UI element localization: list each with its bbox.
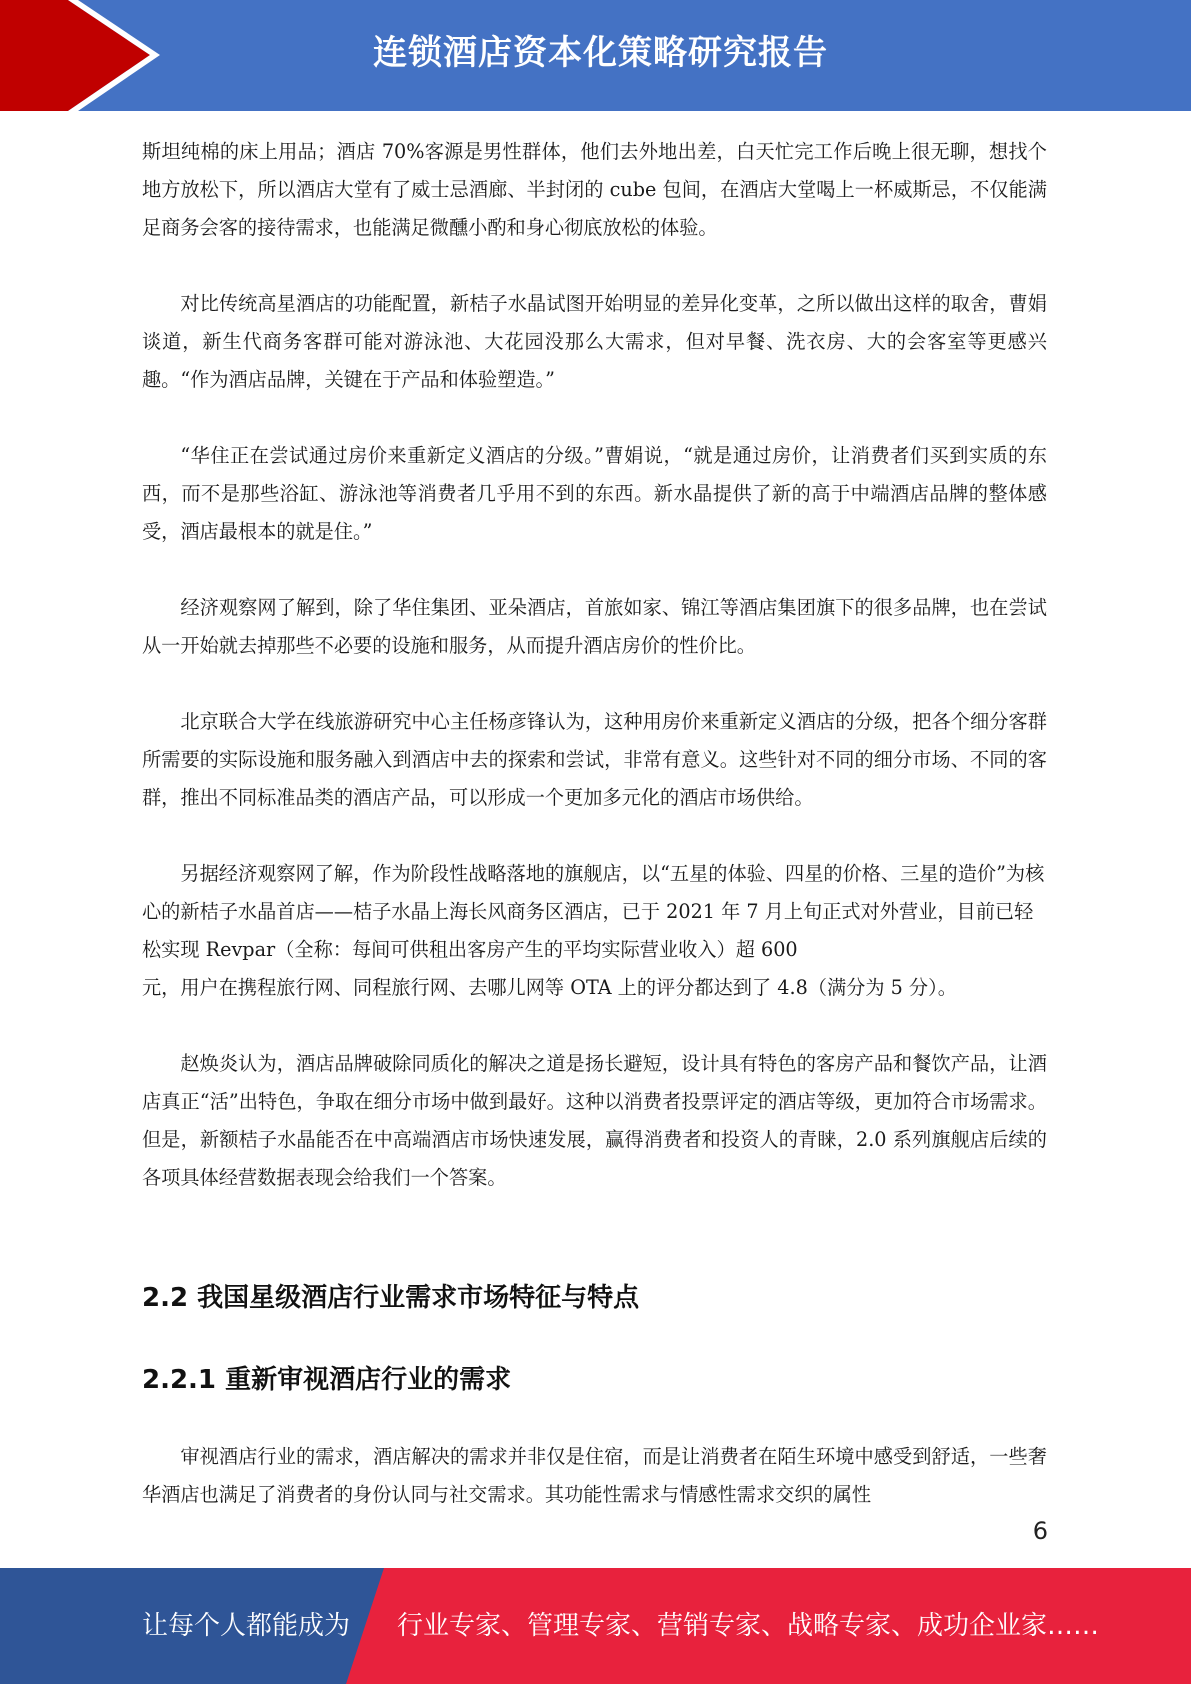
page-body: [142, 133, 1047, 1552]
subsection-heading: 2.2.1 重新审视酒店行业的需求: [142, 1365, 512, 1395]
section-heading: 2.2 我国星级酒店行业需求市场特征与特点: [142, 1283, 640, 1313]
page-header: [0, 0, 1191, 111]
footer-slogan-left: 让每个人都能成为: [142, 1611, 351, 1641]
page-number: 6: [1032, 1517, 1048, 1545]
paragraph: 赵焕炎认为，酒店品牌破除同质化的解决之道是扬长避短，设计具有特色的客房产品和餐饮产品，让酒店真正“活”出特色，争取在细分市场中做到最好。这种以消费者投票评定的酒店等级，更加符合市场需求。但是，新额桔子水晶能否在中高端酒店市场快速发展，赢得消费者和投资人的青睐，2.0 系列旗舰店后续的各项具体经营数据表现会给我们一个答案。: [142, 1052, 1047, 1189]
paragraph: 审视酒店行业的需求，酒店解决的需求并非仅是住宿，而是让消费者在陌生环境中感受到舒适，一些奢华酒店也满足了消费者的身份认同与社交需求。其功能性需求与情感性需求交织的属性: [142, 1445, 1047, 1506]
footer-slogan-right: 行业专家、管理专家、营销专家、战略专家、成功企业家……: [397, 1611, 1100, 1641]
paragraph: [142, 855, 1047, 1007]
paragraph: 对比传统高星酒店的功能配置，新桔子水晶试图开始明显的差异化变革，之所以做出这样的取舍，曹娟谈道，新生代商务客群可能对游泳池、大花园没那么大需求，但对早餐、洗衣房、大的会客室等更感兴趣。“作为酒店品牌，关键在于产品和体验塑造。”: [142, 292, 1047, 391]
paragraph: 经济观察网了解到，除了华住集团、亚朵酒店，首旅如家、锦江等酒店集团旗下的很多品牌，也在尝试从一开始就去掉那些不必要的设施和服务，从而提升酒店房价的性价比。: [142, 596, 1047, 657]
paragraph-line: 元，用户在携程旅行网、同程旅行网、去哪儿网等 OTA 上的评分都达到了 4.8（满分为 5 分）。: [142, 976, 957, 999]
paragraph: 北京联合大学在线旅游研究中心主任杨彦锋认为，这种用房价来重新定义酒店的分级，把各个细分客群所需要的实际设施和服务融入到酒店中去的探索和尝试，非常有意义。这些针对不同的细分市场、不同的客群，推出不同标准品类的酒店产品，可以形成一个更加多元化的酒店市场供给。: [142, 710, 1047, 809]
paragraph: 斯坦纯棉的床上用品；酒店 70%客源是男性群体，他们去外地出差，白天忙完工作后晚上很无聊，想找个地方放松下，所以酒店大堂有了威士忌酒廊、半封闭的 cube 包间，在酒店大堂喝上一杯威斯忌，不仅能满足商务会客的接待需求，也能满足微醺小酌和身心彻底放松的体验。: [142, 140, 1047, 239]
paragraph-line: 另据经济观察网了解，作为阶段性战略落地的旗舰店，以“五星的体验、四星的价格、三星的造价”为核心的新桔子水晶首店——桔子水晶上海长风商务区酒店，已于 2021 年 7 月上旬正式对外营业，目前已轻松实现 Revpar（全称：每间可供租出客房产生的平均实际营业收入）超 600: [142, 862, 1045, 961]
paragraph: “华住正在尝试通过房价来重新定义酒店的分级。”曹娟说，“就是通过房价，让消费者们买到实质的东西，而不是那些浴缸、游泳池等消费者几乎用不到的东西。新水晶提供了新的高于中端酒店品牌的整体感受，酒店最根本的就是住。”: [142, 444, 1047, 543]
page-footer: [0, 1568, 1191, 1684]
report-title: 连锁酒店资本化策略研究报告: [373, 33, 828, 73]
